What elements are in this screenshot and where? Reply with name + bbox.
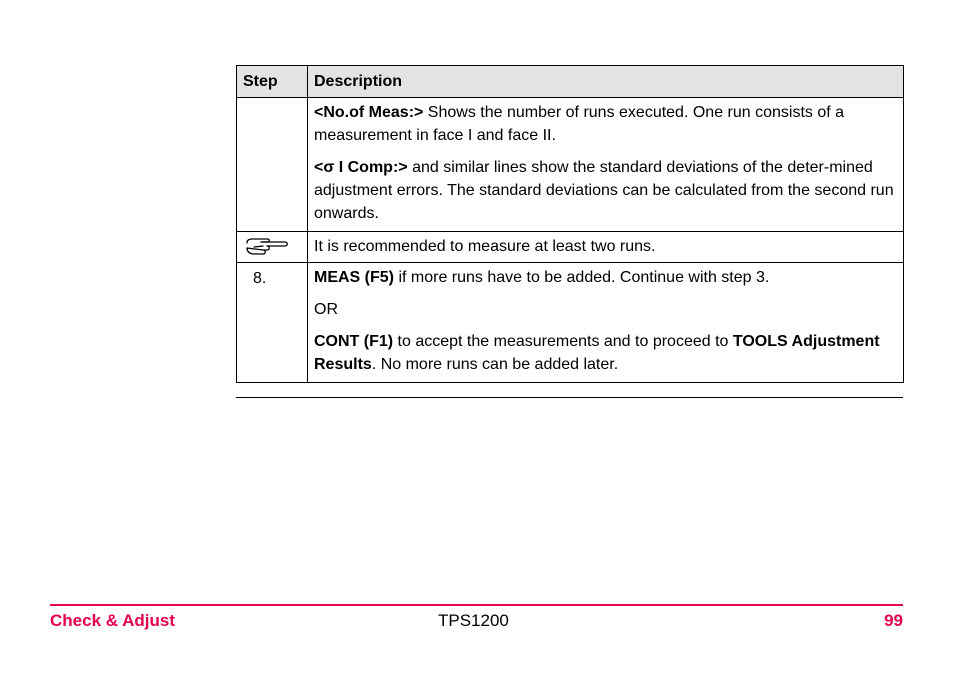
cont-text-2: . No more runs can be added later. — [371, 356, 619, 373]
description-cell — [308, 98, 904, 232]
footer-chapter-title: Check & Adjust — [50, 611, 176, 630]
section-divider — [236, 397, 903, 398]
table-header-row — [237, 66, 904, 98]
table-row — [237, 98, 904, 232]
cont-key-label: CONT (F1) — [314, 333, 394, 350]
description-cell — [308, 263, 904, 383]
tools-adjustment-results-label: TOOLS Adjustment Results — [314, 333, 880, 373]
description-column-header: Description — [308, 66, 904, 98]
pointing-hand-icon — [243, 234, 289, 258]
step-column-header: Step — [237, 66, 308, 98]
no-of-meas-text: Shows the number of runs executed. One run consists of a measurement in face I and face II. — [314, 104, 845, 144]
tip-icon-cell — [237, 232, 308, 263]
tip-text: It is recommended to measure at least two runs. — [314, 238, 656, 255]
sigma-comp-paragraph — [314, 156, 897, 225]
cont-text-1: to accept the measurements and to proceed to — [393, 333, 733, 350]
sigma-comp-text: and similar lines show the standard deviations of the deter-mined adjustment errors. The standard deviations can be calculated from the second run onwards. — [314, 159, 894, 222]
meas-text: if more runs have to be added. Continue with step 3. — [394, 269, 770, 286]
cont-paragraph — [314, 330, 897, 376]
step-number: 8. — [253, 270, 267, 287]
step-number-cell — [237, 263, 308, 383]
meas-key-label: MEAS (F5) — [314, 269, 394, 286]
table-row — [237, 232, 904, 263]
step-cell-empty — [237, 98, 308, 232]
footer-divider — [50, 604, 903, 606]
meas-paragraph — [314, 266, 897, 289]
sigma-comp-label: <σ I Comp:> — [314, 159, 408, 176]
footer-page-number: 99 — [884, 611, 903, 630]
footer-product-name: TPS1200 — [438, 611, 509, 630]
table-row — [237, 263, 904, 383]
or-paragraph: OR — [314, 301, 338, 318]
no-of-meas-paragraph — [314, 101, 897, 147]
steps-table — [236, 65, 904, 383]
no-of-meas-label: <No.of Meas:> — [314, 104, 424, 121]
tip-description-cell — [308, 232, 904, 263]
